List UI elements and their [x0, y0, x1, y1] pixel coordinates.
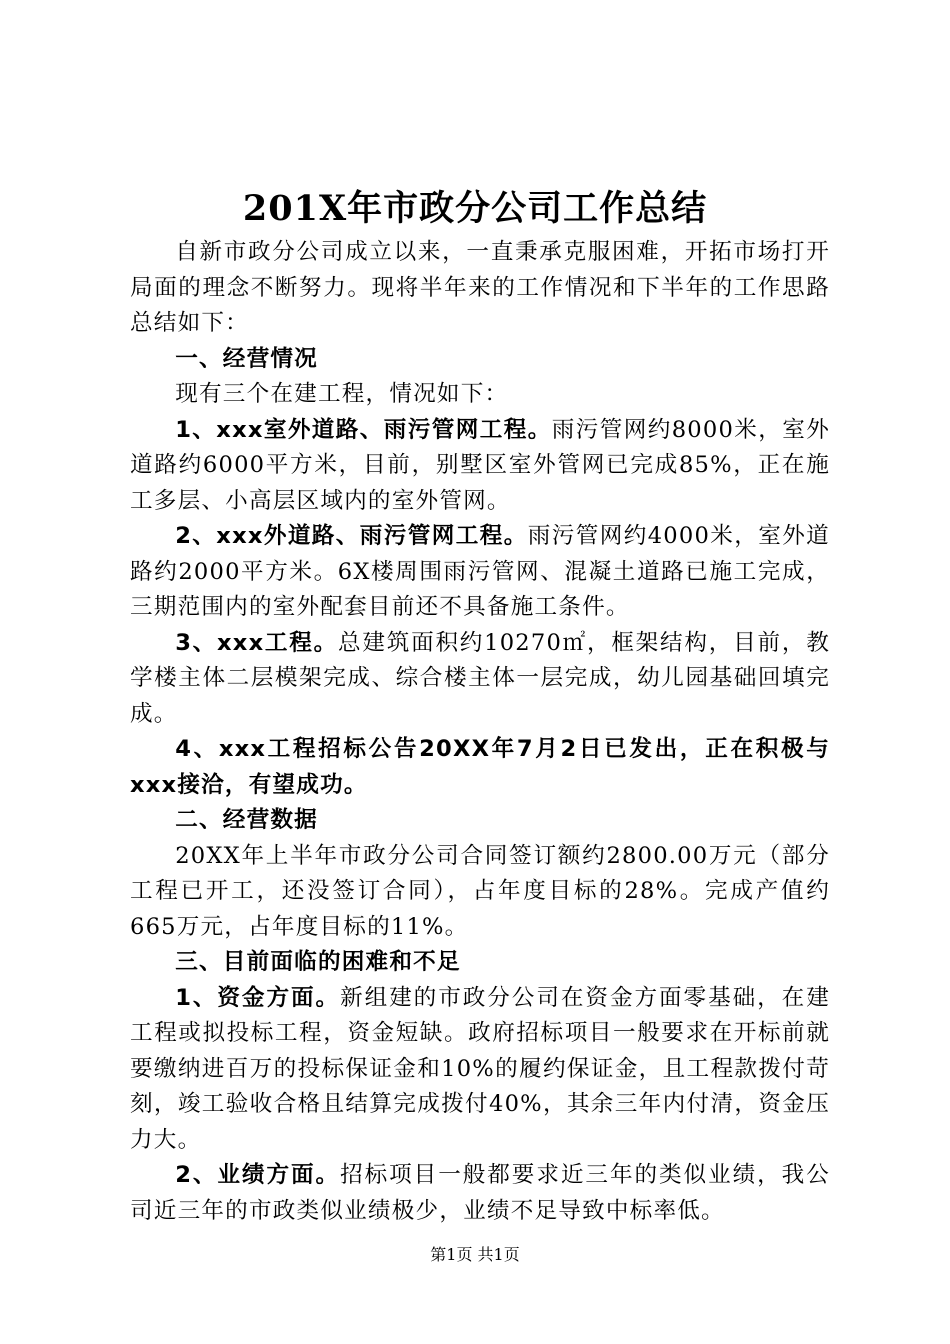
project-item-4: 4、xxx工程招标公告20XX年7月2日已发出，正在积极与xxx接洽，有望成功。: [130, 736, 830, 798]
document-body: [130, 235, 830, 1229]
difficulty-item-2-lead: 2、业绩方面。: [175, 1162, 341, 1188]
project-item-1-lead: 1、xxx室外道路、雨污管网工程。: [175, 416, 552, 443]
page-footer: 第1页 共1页: [430, 1245, 520, 1264]
project-item-3-lead: 3、xxx工程。: [175, 629, 338, 656]
difficulty-item-1-text: 新组建的市政分公司在资金方面零基础，在建工程或拟投标工程，资金短缺。政府招标项目一般要求在开标前就要缴纳进百万的投标保证金和10%的履约保证金，且工程款拨付苛刻，竣工验收合格且结算完成拨付40%，其余三年内付清，资金压力大。: [130, 984, 831, 1153]
project-item-2-text: 雨污管网约4000米，室外道路约2000平方米。6X楼周围雨污管网、混凝土道路已施工完成，三期范围内的室外配套目前还不具备施工条件。: [130, 523, 830, 620]
section-heading-data: 二、经营数据: [175, 807, 318, 833]
operations-data-paragraph: 20XX年上半年市政分公司合同签订额约2800.00万元（部分工程已开工，还没签订合同），占年度目标的28%。完成产值约665万元，占年度目标的11%。: [130, 842, 830, 940]
projects-intro: 现有三个在建工程，情况如下：: [175, 381, 509, 407]
project-item-3-text: 总建筑面积约10270㎡，框架结构，目前，教学楼主体二层模架完成、综合楼主体一层完成，幼儿园基础回填完成。: [130, 629, 830, 727]
project-item-2: [130, 519, 830, 626]
document-title: 201X年市政分公司工作总结: [242, 188, 708, 229]
section-heading-difficulties: 三、目前面临的困难和不足: [175, 949, 461, 975]
project-item-1: [130, 413, 830, 520]
difficulty-item-1: [130, 981, 830, 1159]
difficulty-item-2: [130, 1158, 830, 1229]
project-item-2-lead: 2、xxx外道路、雨污管网工程。: [175, 523, 528, 549]
project-item-1-text: 雨污管网约8000米，室外道路约6000平方米，目前，别墅区室外管网已完成85%，正在施工多层、小高层区域内的室外管网。: [130, 416, 830, 514]
section-heading-operations: 一、经营情况: [175, 345, 318, 372]
difficulty-item-2-text: 招标项目一般都要求近三年的类似业绩，我公司近三年的市政类似业绩极少，业绩不足导致中标率低。: [130, 1162, 831, 1224]
difficulty-item-1-lead: 1、资金方面。: [175, 984, 341, 1011]
intro-paragraph: 自新市政分公司成立以来，一直秉承克服困难，开拓市场打开局面的理念不断努力。现将半年来的工作情况和下半年的工作思路总结如下：: [130, 239, 830, 336]
project-item-3: [130, 626, 830, 733]
